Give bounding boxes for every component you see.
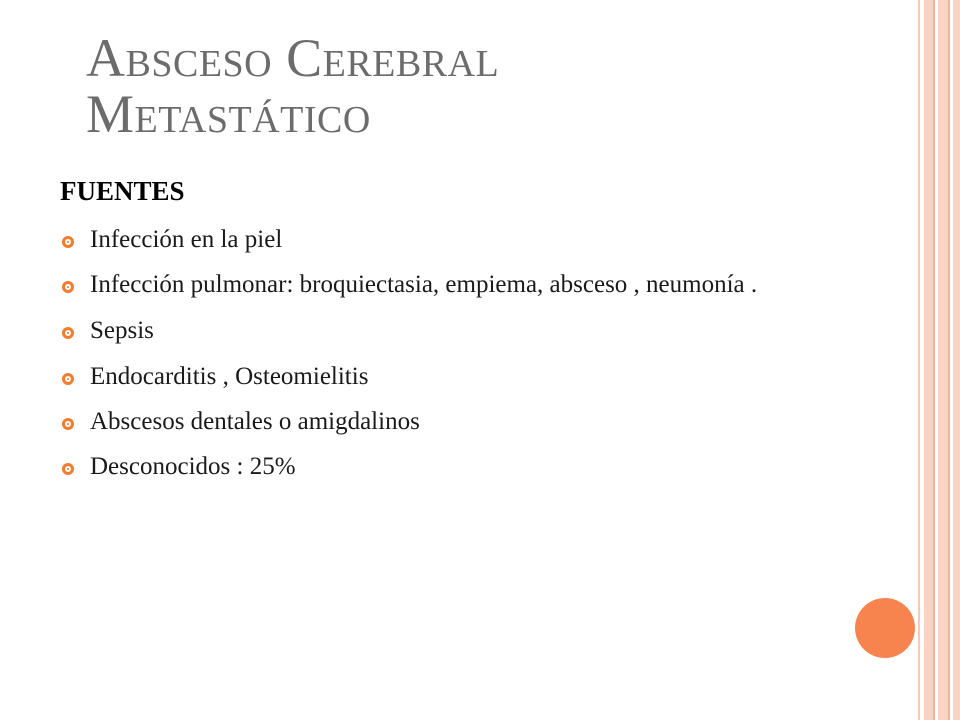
bullet-item — [60, 406, 890, 438]
slide-title — [86, 30, 886, 142]
bullet-text: Sepsis — [90, 317, 154, 344]
bullet-item — [60, 361, 890, 393]
decorative-stripe — [938, 0, 948, 720]
bullet-marker-icon — [62, 373, 74, 385]
bullet-text: Abscesos dentales o amigdalinos — [90, 408, 420, 435]
bullet-text: Desconocidos : 25% — [90, 453, 296, 480]
bullet-item — [60, 315, 890, 347]
section-heading: FUENTES — [60, 176, 185, 206]
bullet-list — [60, 224, 890, 483]
bullet-item — [60, 451, 890, 483]
decorative-stripe — [953, 0, 960, 720]
decorative-stripe — [933, 0, 935, 720]
bullet-item — [60, 224, 890, 256]
decorative-stripe — [948, 0, 950, 720]
bullet-item — [60, 269, 890, 301]
bullet-marker-icon — [62, 281, 74, 293]
decorative-stripe — [924, 0, 933, 720]
slide-title-line-1: Absceso Cerebral — [86, 28, 500, 88]
bullet-marker-icon — [62, 463, 74, 475]
decorative-stripe — [918, 0, 920, 720]
bullet-text: Infección pulmonar: broquiectasia, empiema, absceso , neumonía . — [90, 271, 758, 298]
bullet-text: Endocarditis , Osteomielitis — [90, 363, 369, 390]
slide-title-line-2: Metastático — [86, 84, 371, 144]
bullet-marker-icon — [62, 236, 74, 248]
bullet-text: Infección en la piel — [90, 226, 283, 253]
bullet-marker-icon — [62, 327, 74, 339]
bullet-marker-icon — [62, 418, 74, 430]
decorative-circle — [855, 598, 915, 658]
